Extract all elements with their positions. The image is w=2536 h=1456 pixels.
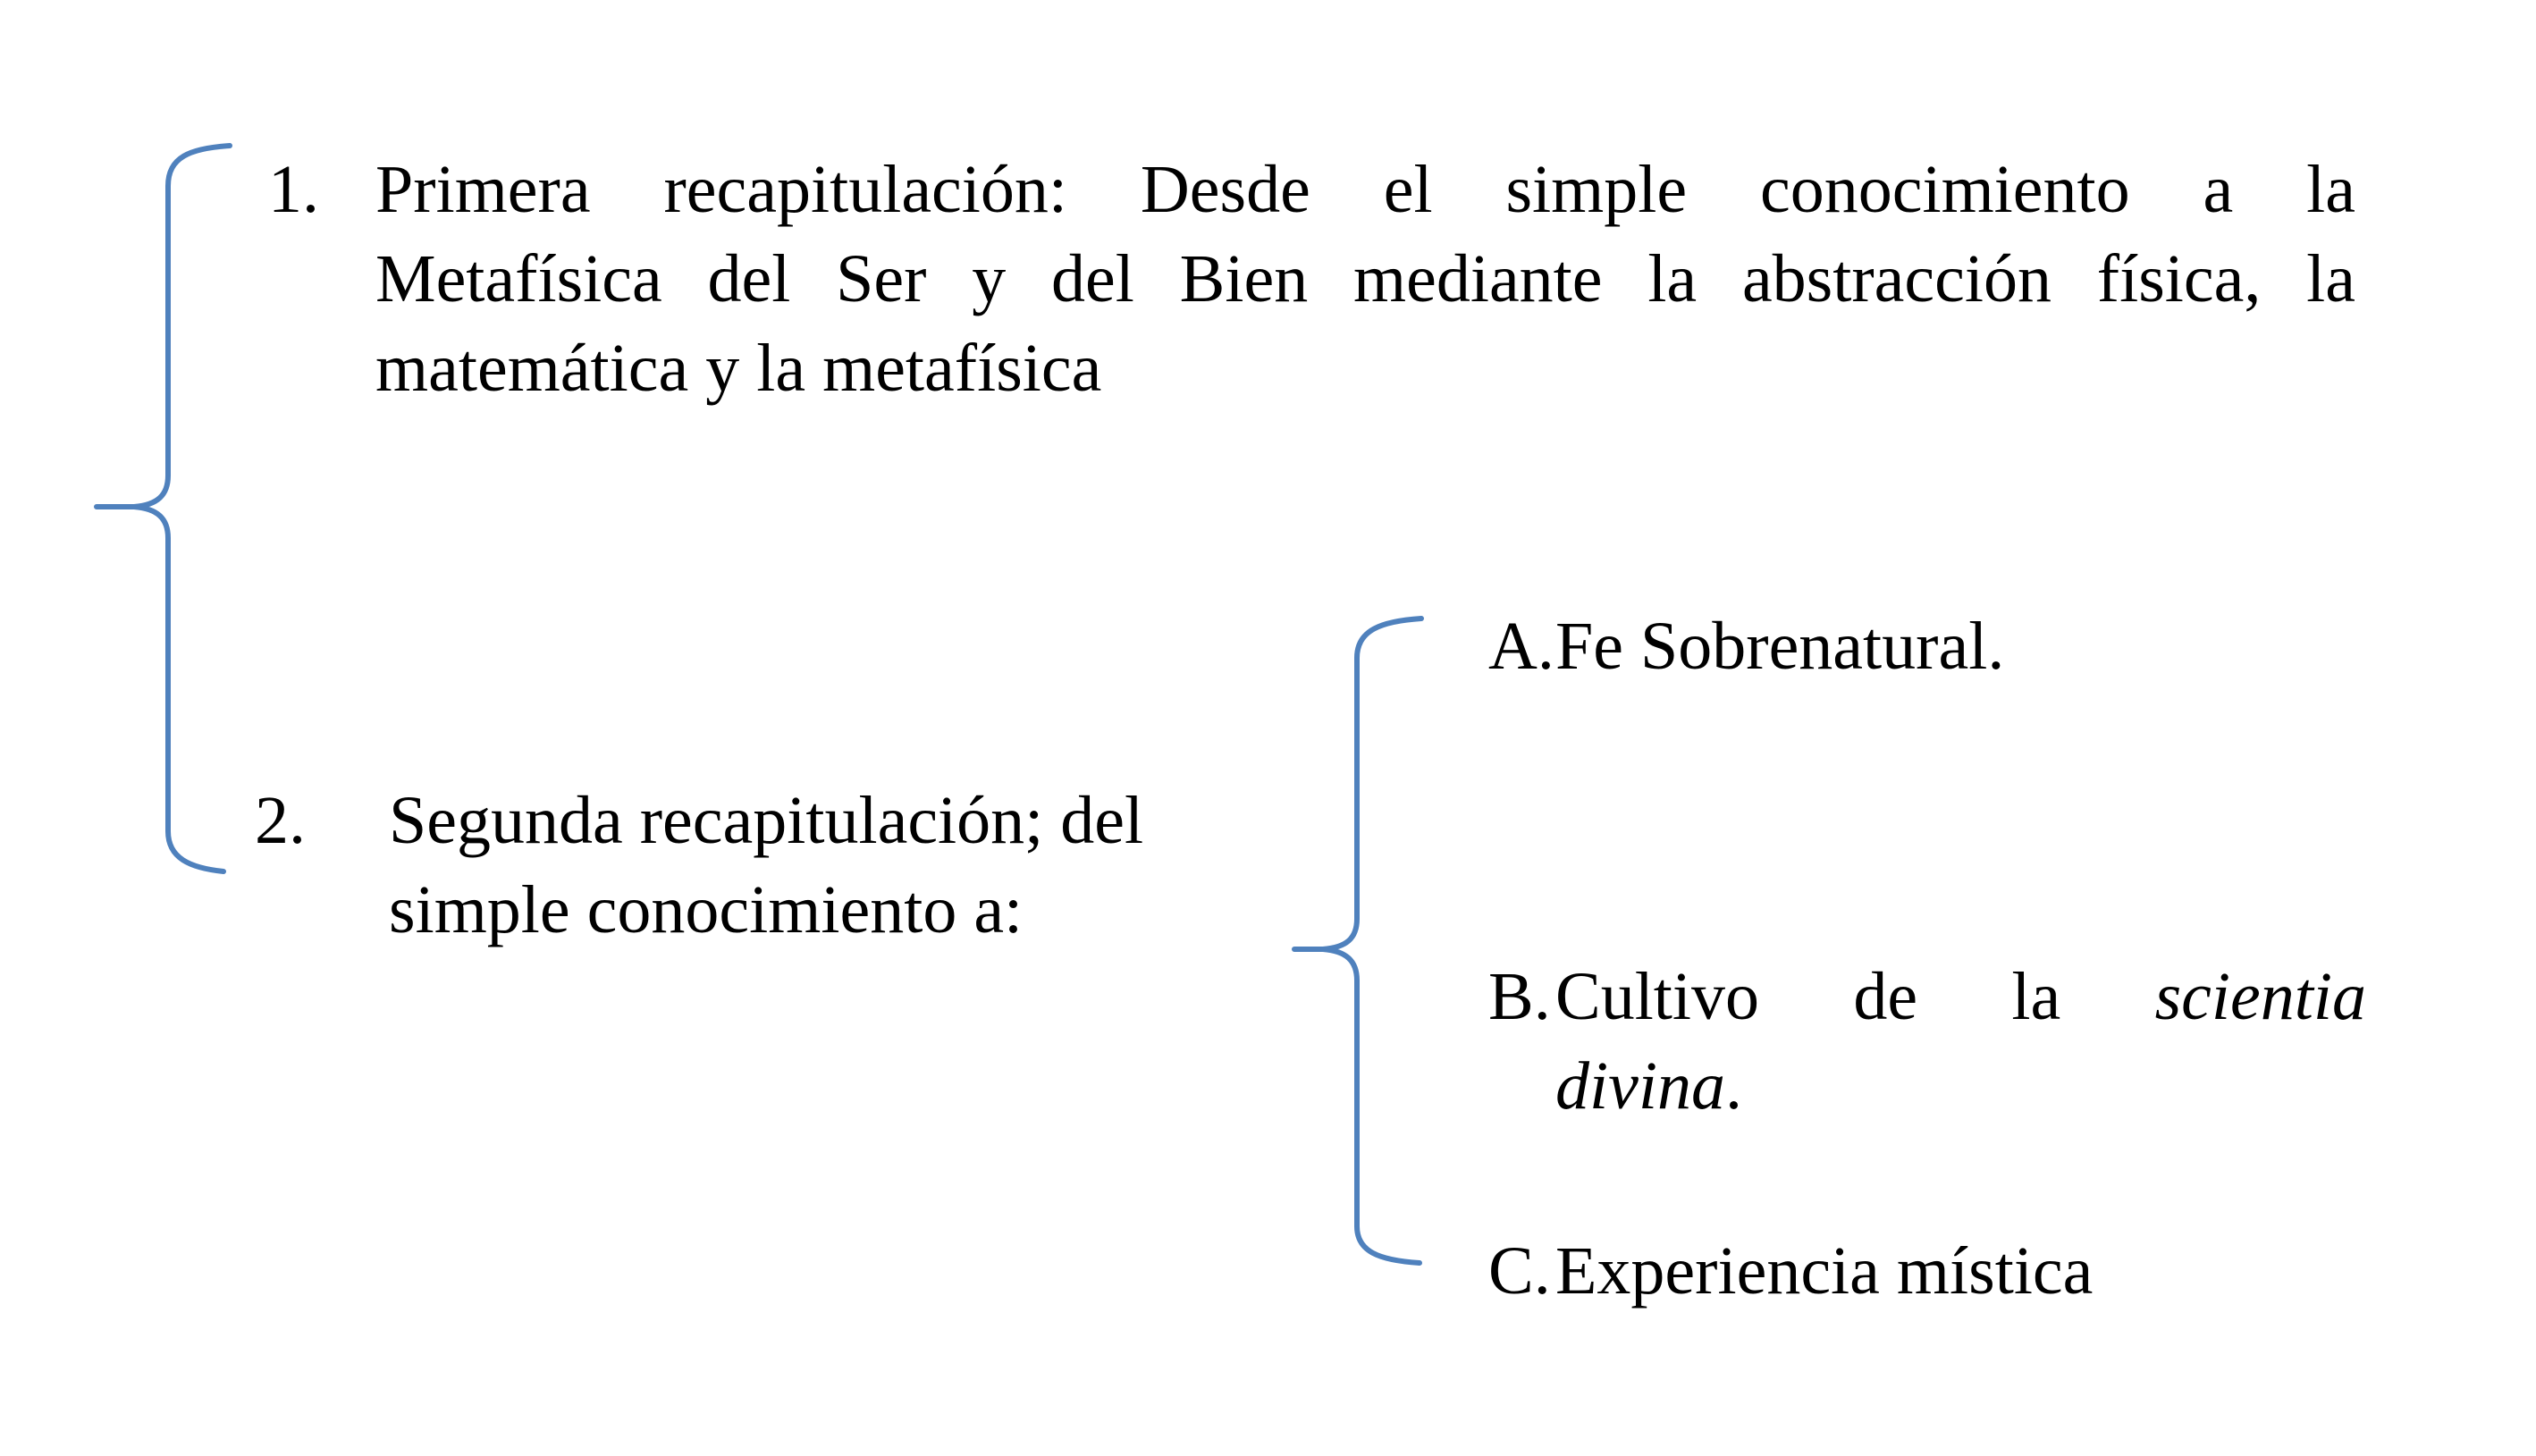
subitem-b-letter: B. [1488,959,1551,1034]
subitem-b-line-2 [1555,1041,2366,1131]
item-1-line-2: Metafísica del Ser y del Bien mediante la abstracción física, la [375,241,2355,316]
subitem-a-letter: A. [1488,609,1554,684]
subitem-c-letter: C. [1488,1233,1551,1309]
subitem-b-line-1-plain: Cultivo de la [1555,959,2061,1034]
sub-curly-brace-icon [1278,590,1439,1296]
item-2-line-1: Segunda recapitulación; del [389,783,1144,858]
item-2-number: 2. [255,783,306,858]
item-1-line-1: Primera recapitulación: Desde el simple conocimiento a la [375,152,2355,227]
item-2-line-2: simple conocimiento a: [389,872,1024,947]
subitem-b-text [1555,952,2366,1131]
subitem-a-line: Fe Sobrenatural. [1555,609,2005,684]
item-2-text [389,776,1292,955]
item-1-line-3: matemática y la metafísica [375,331,1102,406]
subitem-c-line: Experiencia mística [1555,1233,2094,1309]
item-1-number: 1. [268,152,319,227]
subitem-b-line-1-italic: scientia [2154,959,2366,1034]
subitem-b-line-2-italic: divina [1555,1048,1725,1124]
main-curly-brace-icon [89,125,241,885]
subitem-a-text [1555,602,2235,691]
item-1-text [375,145,2355,413]
subitem-c-text [1555,1226,2288,1316]
subitem-b-line-1 [1555,952,2366,1041]
subitem-b-line-2-period: . [1724,1048,1742,1124]
